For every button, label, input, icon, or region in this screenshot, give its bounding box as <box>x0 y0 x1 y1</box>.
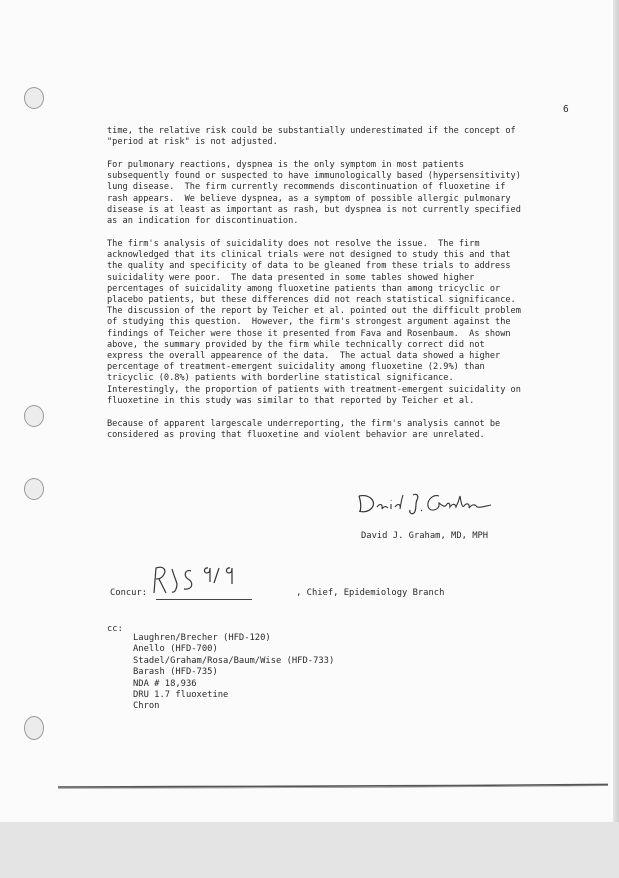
text-line: percentage of treatment-emergent suicidality among fluoxetine (2.9%) than <box>107 362 485 373</box>
text-line: as an indication for discontinuation. <box>107 216 299 227</box>
text-line: percentages of suicidality among fluoxetine patients than among tricyclic or <box>107 283 501 294</box>
text-line: fluoxetine in this study was similar to that reported by Teicher et al. <box>107 395 475 406</box>
text-line: The firm's analysis of suicidality does not resolve the issue. The firm <box>107 239 480 249</box>
paragraph-pulmonary <box>107 160 577 227</box>
concur-title: , Chief, Epidemiology Branch <box>296 588 445 598</box>
punch-hole <box>24 87 44 109</box>
concur-line <box>110 588 444 598</box>
cc-recipient: Stadel/Graham/Rosa/Baum/Wise (HFD-733) <box>133 655 335 666</box>
text-line: of studying this question. However, the firm's strongest argument against the <box>107 317 511 328</box>
cc-recipient: NDA # 18,936 <box>133 678 197 689</box>
punch-hole <box>24 716 44 740</box>
punch-hole <box>24 405 44 427</box>
text-line: acknowledged that its clinical trials were not designed to study this and that <box>107 250 511 261</box>
text-line: "period at risk" is not adjusted. <box>107 137 278 148</box>
text-line: Because of apparent largescale underreporting, the firm's analysis cannot be <box>107 419 501 429</box>
text-line: Interestingly, the proportion of patients with treatment-emergent suicidality on <box>107 384 521 395</box>
page-number: 6 <box>563 104 569 115</box>
cc-recipient: Chron <box>133 701 160 712</box>
punch-hole <box>24 478 44 500</box>
handwritten-signature <box>355 486 495 520</box>
cc-recipient: Barash (HFD-735) <box>133 667 218 678</box>
text-line: time, the relative risk could be substantially underestimated if the concept of <box>107 126 516 136</box>
paragraph-conclusion <box>107 419 577 441</box>
text-line: suicidality were poor. The data presented in some tables showed higher <box>107 272 475 283</box>
signature-underline <box>156 599 252 600</box>
paragraph-suicidality <box>107 239 577 407</box>
text-line: findings of Teicher were those it presented from Fava and Rosenbaum. As shown <box>107 328 511 339</box>
text-line: express the overall appearence of the data. The actual data showed a higher <box>107 351 501 362</box>
text-line: considered as proving that fluoxetine and violent behavior are unrelated. <box>107 430 485 441</box>
text-line: rash appears. We believe dyspnea, as a symptom of possible allergic pulmonary <box>107 193 511 204</box>
text-line: the quality and specificity of data to be gleaned from these trials to address <box>107 261 511 272</box>
bottom-scan-line <box>58 782 608 790</box>
scanner-bottom-band <box>0 822 619 878</box>
paper-edge-shadow <box>613 0 619 878</box>
cc-recipient: Laughren/Brecher (HFD-120) <box>133 633 271 643</box>
paragraph-relative-risk <box>107 126 577 148</box>
text-line: For pulmonary reactions, dyspnea is the only symptom in most patients <box>107 160 464 170</box>
text-line: The discussion of the report by Teicher et al. pointed out the difficult problem <box>107 306 521 317</box>
cc-label: cc: <box>107 624 123 634</box>
signatory-name: David J. Graham, MD, MPH <box>361 531 489 541</box>
text-line: subsequently found or suspected to have immunologically based (hypersensitivity) <box>107 171 521 182</box>
concur-label: Concur: <box>110 588 148 598</box>
cc-recipient: Anello (HFD-700) <box>133 644 218 655</box>
text-line: placebo patients, but these differences did not reach statistical significance. <box>107 295 516 306</box>
text-line: tricyclic (0.8%) patients with borderline statistical significance. <box>107 373 454 384</box>
text-line: above, the summary provided by the firm while technically correct did not <box>107 339 485 350</box>
cc-recipient-list <box>133 633 334 713</box>
text-line: lung disease. The firm currently recommends discontinuation of fluoxetine if <box>107 182 506 193</box>
text-line: disease is at least as important as rash, but dyspnea is not currently specified <box>107 204 521 215</box>
cc-recipient: DRU 1.7 fluoxetine <box>133 690 229 701</box>
